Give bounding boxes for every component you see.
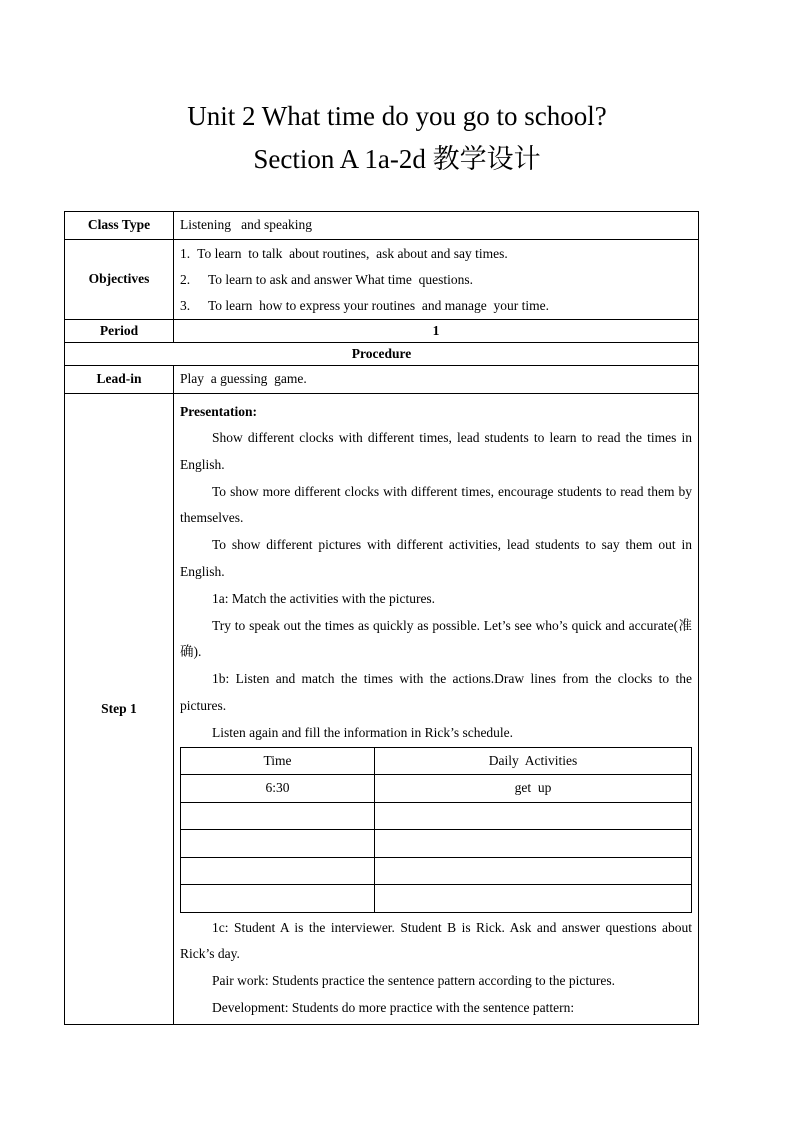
schedule-row: [181, 802, 692, 830]
schedule-activity-cell: [375, 885, 692, 913]
step1-paragraph: Try to speak out the times as quickly as possible. Let’s see who’s quick and accurate(准确).: [180, 617, 692, 660]
objective-item: [180, 267, 692, 293]
rick-schedule-table: [180, 747, 692, 913]
objective-text: To learn to ask and answer What time questions.: [208, 271, 473, 287]
lead-in-row: [65, 366, 699, 394]
procedure-heading: Procedure: [65, 343, 699, 366]
step1-paragraph: 1b: Listen and match the times with the actions.Draw lines from the clocks to the pictures.: [180, 671, 692, 713]
objectives-label: Objectives: [65, 240, 174, 320]
step1-paragraph: To show more different clocks with different times, encourage students to read them by themselves.: [180, 483, 692, 526]
schedule-time-cell: [181, 802, 375, 830]
step1-paragraph: Development: Students do more practice with the sentence pattern:: [212, 999, 575, 1015]
lead-in-label: Lead-in: [65, 366, 174, 394]
schedule-activity-cell: [375, 857, 692, 885]
step1-paragraph: Pair work: Students practice the sentence pattern according to the pictures.: [212, 973, 615, 989]
objective-number: 3.: [180, 297, 191, 313]
step1-paragraph: 1a: Match the activities with the pictures.: [212, 590, 436, 606]
schedule-row: [181, 857, 692, 885]
schedule-time-cell: [181, 830, 375, 858]
procedure-row: [65, 343, 699, 366]
schedule-activity-cell: [375, 830, 692, 858]
schedule-header-activities: Daily Activities: [375, 747, 692, 775]
objective-number: 1.: [180, 245, 191, 261]
step1-label: Step 1: [65, 394, 174, 1025]
schedule-time-cell: [181, 857, 375, 885]
schedule-activity-cell: get up: [375, 775, 692, 803]
step1-paragraph: Listen again and fill the information in Rick’s schedule.: [212, 724, 514, 740]
schedule-activity-cell: [375, 802, 692, 830]
objective-text: To learn to talk about routines, ask about and say times.: [197, 245, 508, 261]
step1-row: [65, 394, 699, 1025]
objective-text: To learn how to express your routines and manage your time.: [208, 297, 549, 313]
period-row: [65, 320, 699, 343]
document-title: Unit 2 What time do you go to school?: [187, 101, 607, 131]
schedule-row: [181, 885, 692, 913]
class-type-value: Listening and speaking: [174, 212, 699, 240]
class-type-row: [65, 212, 699, 240]
presentation-heading: Presentation:: [180, 404, 257, 419]
period-label: Period: [65, 320, 174, 343]
step1-paragraph: To show different pictures with different activities, lead students to say them out in English.: [180, 537, 692, 579]
objective-item: [180, 293, 692, 319]
schedule-row: [181, 775, 692, 803]
schedule-header-time: Time: [181, 747, 375, 775]
schedule-time-cell: [181, 885, 375, 913]
lesson-plan-table: [64, 211, 699, 1025]
schedule-row: [181, 830, 692, 858]
schedule-time-cell: 6:30: [181, 775, 375, 803]
objective-item: [180, 241, 692, 267]
step1-paragraph: 1c: Student A is the interviewer. Student B is Rick. Ask and answer questions about Rick’s day.: [180, 919, 692, 962]
step1-paragraph: Show different clocks with different times, lead students to learn to read the times in English.: [180, 430, 692, 472]
lead-in-value: Play a guessing game.: [174, 366, 699, 394]
schedule-header-row: [181, 747, 692, 775]
class-type-label: Class Type: [65, 212, 174, 240]
objectives-row: [65, 240, 699, 320]
objectives-list: [174, 240, 699, 320]
period-value: 1: [174, 320, 699, 343]
document-subtitle: Section A 1a-2d 教学设计: [253, 144, 541, 174]
objective-number: 2.: [180, 271, 191, 287]
step1-content: [174, 394, 699, 1025]
